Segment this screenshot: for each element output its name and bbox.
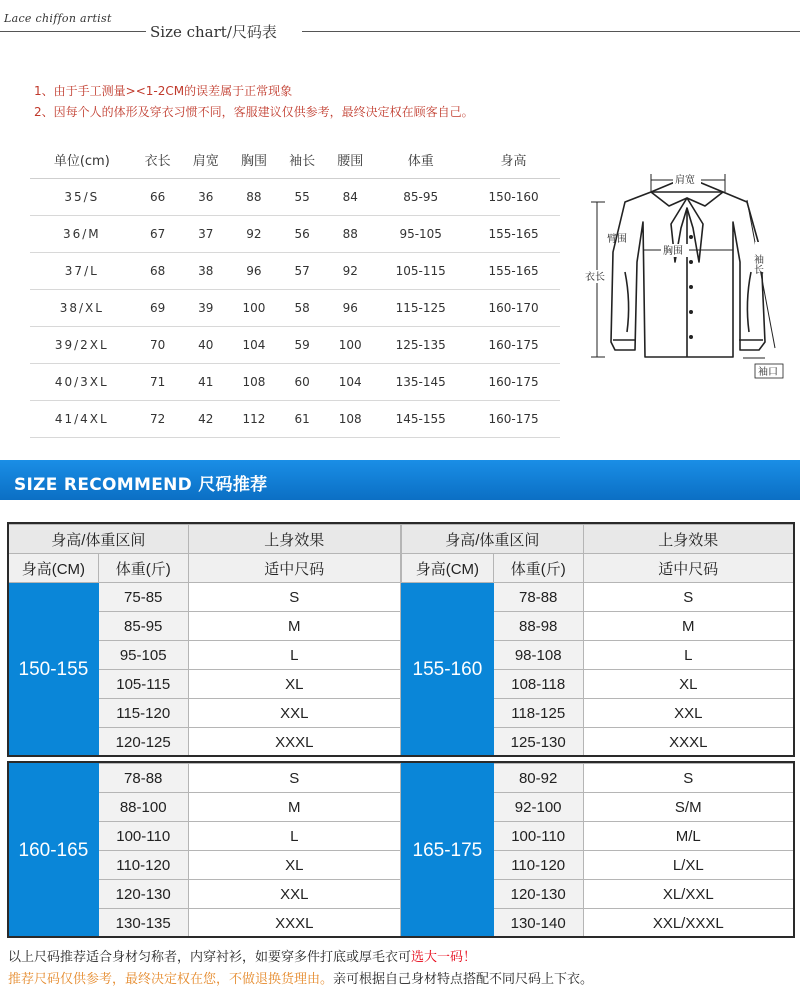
cell-weight: 145-155 (374, 400, 467, 437)
weight-cell: 120-130 (98, 880, 188, 909)
cell-chest: 96 (230, 252, 278, 289)
table-row (30, 215, 560, 252)
shirt-illustration (611, 182, 765, 357)
size-cell: S/M (583, 793, 793, 822)
weight-cell: 130-140 (493, 909, 583, 938)
note-2: 2、因每个人的体形及穿衣习惯不同，客服建议仅供参考，最终决定权在顾客自己。 (34, 105, 474, 119)
cell-size: 36/M (30, 215, 134, 252)
cell-shoulder: 41 (182, 363, 230, 400)
cell-sleeve: 57 (278, 252, 326, 289)
size-cell: XXL (188, 699, 400, 728)
cell-chest: 108 (230, 363, 278, 400)
cell-weight: 135-145 (374, 363, 467, 400)
weight-cell: 80-92 (493, 764, 583, 793)
cell-size: 37/L (30, 252, 134, 289)
head-weight: 体重(斤) (493, 554, 583, 583)
header-divider-right (302, 31, 800, 32)
chest-label (661, 244, 689, 257)
size-cell: L/XL (583, 851, 793, 880)
cell-height: 150-160 (467, 178, 560, 215)
cell-length: 68 (134, 252, 182, 289)
header-divider-left (0, 31, 146, 32)
col-shoulder: 肩宽 (182, 142, 230, 178)
cell-shoulder: 38 (182, 252, 230, 289)
measurement-notes (34, 81, 474, 123)
head-effect: 上身效果 (583, 525, 793, 554)
weight-cell: 98-108 (493, 641, 583, 670)
head-fit: 适中尺码 (188, 554, 400, 583)
chest-label-text: 胸围 (663, 246, 683, 257)
cell-waist: 100 (326, 326, 374, 363)
col-height: 身高 (467, 142, 560, 178)
cuff-label-text: 袖口 (758, 367, 778, 378)
weight-cell: 108-118 (493, 670, 583, 699)
weight-cell: 78-88 (493, 583, 583, 612)
sleeve-label-text: 袖长 (751, 254, 763, 274)
cell-sleeve: 55 (278, 178, 326, 215)
cell-size: 35/S (30, 178, 134, 215)
weight-cell: 78-88 (98, 764, 188, 793)
footer-note-1 (8, 946, 476, 965)
cell-length: 67 (134, 215, 182, 252)
cell-waist: 84 (326, 178, 374, 215)
size-recommend-banner (0, 460, 800, 500)
table-row (30, 326, 560, 363)
col-waist: 腰围 (326, 142, 374, 178)
cell-shoulder: 37 (182, 215, 230, 252)
cell-waist: 96 (326, 289, 374, 326)
page-title: Size chart/尺码表 (150, 23, 277, 41)
cell-sleeve: 59 (278, 326, 326, 363)
weight-cell: 95-105 (98, 641, 188, 670)
cell-height: 155-165 (467, 215, 560, 252)
cell-length: 71 (134, 363, 182, 400)
cell-waist: 92 (326, 252, 374, 289)
cell-size: 41/4XL (30, 400, 134, 437)
cell-height: 160-170 (467, 289, 560, 326)
size-cell: M (188, 612, 400, 641)
cell-size: 38/XL (30, 289, 134, 326)
weight-cell: 85-95 (98, 612, 188, 641)
banner-title: SIZE RECOMMEND 尺码推荐 (14, 475, 268, 495)
cell-chest: 88 (230, 178, 278, 215)
cell-length: 66 (134, 178, 182, 215)
col-chest: 胸围 (230, 142, 278, 178)
cell-shoulder: 39 (182, 289, 230, 326)
height-range-cell: 165-175 (402, 764, 494, 938)
weight-cell: 110-120 (98, 851, 188, 880)
weight-cell: 130-135 (98, 909, 188, 938)
weight-cell: 110-120 (493, 851, 583, 880)
weight-cell: 118-125 (493, 699, 583, 728)
cell-shoulder: 36 (182, 178, 230, 215)
shirt-buttons (689, 235, 693, 339)
weight-cell: 105-115 (98, 670, 188, 699)
weight-cell: 120-130 (493, 880, 583, 909)
size-cell: L (188, 641, 400, 670)
size-cell: S (583, 583, 793, 612)
table-row (30, 289, 560, 326)
armhole-label: 臂围 (607, 234, 627, 245)
measurement-arrows (591, 174, 775, 358)
size-cell: XXL/XXXL (583, 909, 793, 938)
size-cell: XXXL (583, 728, 793, 757)
cell-shoulder: 42 (182, 400, 230, 437)
size-cell: XXL (188, 880, 400, 909)
size-cell: XL/XXL (583, 880, 793, 909)
weight-cell: 92-100 (493, 793, 583, 822)
brand-logo: Lace chiffon artist (4, 12, 112, 25)
cell-weight: 125-135 (374, 326, 467, 363)
cell-height: 155-165 (467, 252, 560, 289)
cell-chest: 112 (230, 400, 278, 437)
weight-cell: 120-125 (98, 728, 188, 757)
cell-length: 70 (134, 326, 182, 363)
table-row (30, 178, 560, 215)
header (0, 0, 800, 60)
cell-size: 40/3XL (30, 363, 134, 400)
shoulder-label-text: 肩宽 (675, 175, 695, 186)
footer-note-2-orange: 推荐尺码仅供参考，最终决定权在您，不做退换货理由。 (8, 972, 334, 987)
table-row (30, 400, 560, 437)
cell-height: 160-175 (467, 363, 560, 400)
head-range: 身高/体重区间 (9, 525, 189, 554)
col-weight: 体重 (374, 142, 467, 178)
footer-note-1-highlight: 选大一码！ (411, 950, 477, 965)
size-cell: XL (583, 670, 793, 699)
cell-weight: 85-95 (374, 178, 467, 215)
footer-note-1-text: 以上尺码推荐适合身材匀称者，内穿衬衫，如要穿多件打底或厚毛衣可 (8, 950, 412, 965)
note-1: 1、由于手工测量><1-2CM的误差属于正常现象 (34, 84, 293, 98)
size-cell: M (583, 612, 793, 641)
weight-cell: 100-110 (98, 822, 188, 851)
cell-sleeve: 58 (278, 289, 326, 326)
cell-chest: 100 (230, 289, 278, 326)
head-height: 身高(CM) (402, 554, 494, 583)
recommend-block-top-frame (7, 522, 795, 757)
head-effect: 上身效果 (188, 525, 400, 554)
cell-weight: 95-105 (374, 215, 467, 252)
height-range-cell: 155-160 (402, 583, 494, 757)
size-cell: S (583, 764, 793, 793)
weight-cell: 125-130 (493, 728, 583, 757)
weight-cell: 100-110 (493, 822, 583, 851)
size-cell: S (188, 764, 400, 793)
size-cell: XL (188, 670, 400, 699)
footer-note-2 (8, 968, 593, 987)
cell-weight: 115-125 (374, 289, 467, 326)
table-row (30, 363, 560, 400)
cuff-label (755, 364, 783, 378)
weight-cell: 75-85 (98, 583, 188, 612)
size-cell: M/L (583, 822, 793, 851)
cell-height: 160-175 (467, 326, 560, 363)
cell-weight: 105-115 (374, 252, 467, 289)
shoulder-label (673, 173, 701, 186)
size-cell: XXXL (188, 909, 400, 938)
size-chart-table (30, 142, 560, 438)
cell-sleeve: 60 (278, 363, 326, 400)
cell-size: 39/2XL (30, 326, 134, 363)
recommend-block-bottom-frame (7, 761, 795, 938)
weight-cell: 115-120 (98, 699, 188, 728)
head-weight: 体重(斤) (98, 554, 188, 583)
cell-sleeve: 61 (278, 400, 326, 437)
cell-waist: 104 (326, 363, 374, 400)
length-label (583, 270, 611, 283)
weight-cell: 88-98 (493, 612, 583, 641)
col-sleeve: 袖长 (278, 142, 326, 178)
head-range: 身高/体重区间 (402, 525, 584, 554)
col-length: 衣长 (134, 142, 182, 178)
cell-waist: 88 (326, 215, 374, 252)
size-cell: L (188, 822, 400, 851)
cell-shoulder: 40 (182, 326, 230, 363)
size-cell: XXXL (188, 728, 400, 757)
cell-chest: 92 (230, 215, 278, 252)
size-cell: M (188, 793, 400, 822)
cell-height: 160-175 (467, 400, 560, 437)
height-range-cell: 160-165 (9, 764, 99, 938)
size-cell: S (188, 583, 400, 612)
footer-note-2-text: 亲可根据自己身材特点搭配不同尺码上下衣。 (333, 972, 594, 987)
shirt-measurement-diagram (575, 162, 790, 387)
head-height: 身高(CM) (9, 554, 99, 583)
weight-cell: 88-100 (98, 793, 188, 822)
size-cell: L (583, 641, 793, 670)
size-chart-header-row (30, 142, 560, 178)
length-label-text: 衣长 (585, 272, 605, 283)
table-row (30, 252, 560, 289)
cell-waist: 108 (326, 400, 374, 437)
head-fit: 适中尺码 (583, 554, 793, 583)
size-cell: XXL (583, 699, 793, 728)
col-unit: 单位(cm) (30, 142, 134, 178)
size-cell: XL (188, 851, 400, 880)
cell-length: 72 (134, 400, 182, 437)
sleeve-label (752, 242, 770, 275)
height-range-cell: 150-155 (9, 583, 99, 757)
cell-chest: 104 (230, 326, 278, 363)
cell-sleeve: 56 (278, 215, 326, 252)
cell-length: 69 (134, 289, 182, 326)
